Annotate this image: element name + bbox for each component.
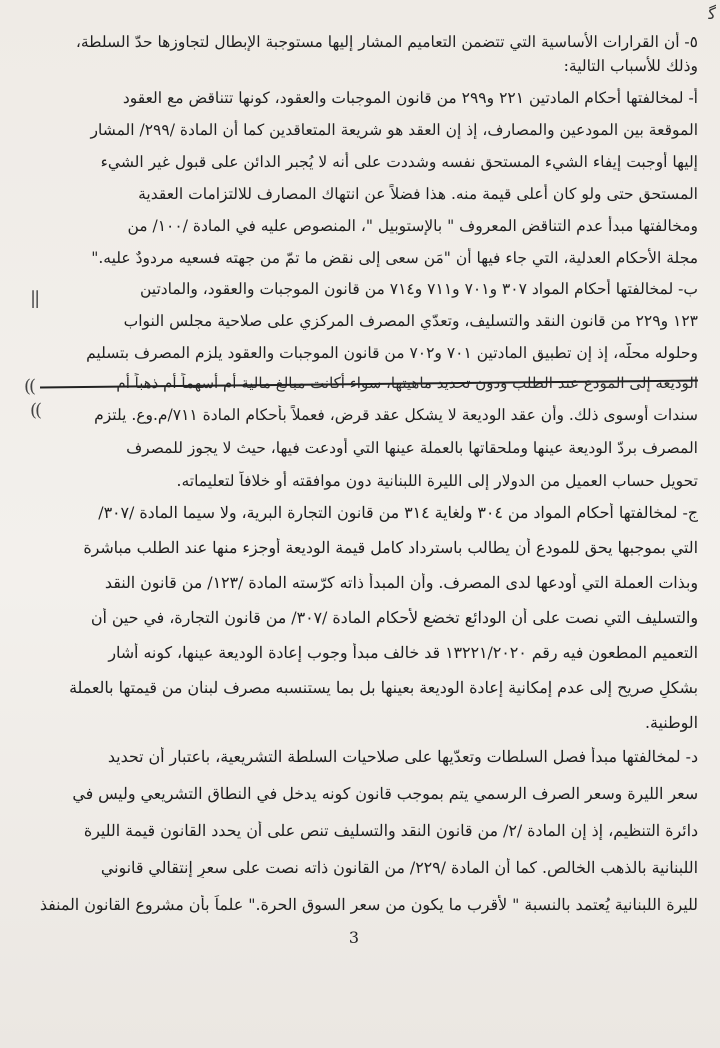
- text-line: الموقعة بين المودعين والمصارف، إذ إن العقد هو شريعة المتعاقدين كما أن المادة /٢٩٩/ المشار: [90, 121, 698, 139]
- text-line: ١٢٣ و٢٢٩ من قانون النقد والتسليف، وتعدّي المصرف المركزي على صلاحية مجلس النواب: [123, 312, 698, 330]
- text-line: وحلوله محلّه، إذ إن تطبيق المادتين ٧٠١ و٧٠٢ من قانون الموجبات والعقود يلزم المصرف بتسليم: [86, 344, 698, 362]
- text-line: بشكلٍ صريح إلى عدم إمكانية إعادة الوديعة بعينها بل بما يستنسبه مصرف لبنان من قيمتها بالعملة: [69, 678, 698, 697]
- text-line: لليرة اللبنانية يُعتمد بالنسبة " لأقرب ما يكون من سعر السوق الحرة." علماً بأن مشروع القانون المنفذ: [40, 895, 698, 914]
- text-line: ج- لمخالفتها أحكام المواد من ٣٠٤ ولغاية ٣١٤ من قانون التجارة البرية، ولا سيما المادة /٣٠٧/: [98, 503, 698, 522]
- document-body: [40, 32, 698, 915]
- text-line: المصرف بردّ الوديعة عينها وملحقاتها بالعملة عينها التي أودعت فيها، حيث لا يجوز للمصرف: [126, 439, 698, 457]
- text-line: وذلك للأسباب التالية:: [563, 57, 698, 75]
- corner-handwritten-mark: ﮔ: [708, 4, 716, 23]
- margin-mark: ((: [24, 376, 35, 397]
- text-line: ب- لمخالفتها أحكام المواد ٣٠٧ و٧٠١ و٧١١ و٧١٤ من قانون الموجبات والعقود، والمادتين: [139, 280, 698, 298]
- margin-mark: ||: [30, 288, 39, 309]
- struck-through-line: الوديعة إلى المودع عند الطلب ودون تحديد ماهيتها، سواء أكانت مبالغ مالية أم أسهماً أم ذهباً أم: [40, 373, 698, 393]
- text-line: ٥- أن القرارات الأساسية التي تتضمن التعاميم المشار إليها مستوجبة الإبطال لتجاوزها حدّ السلطة،: [75, 33, 698, 51]
- text-line: التعميم المطعون فيه رقم ١٣٢٢١/٢٠٢٠ قد خالف مبدأ وجوب إعادة الوديعة عينها، كونه أشار: [108, 643, 698, 662]
- text-line: مجلة الأحكام العدلية، التي جاء فيها أن "مَن سعى إلى نقض ما تمّ من جهته فسعيه مردودٌ عليه.": [91, 249, 698, 267]
- text-line: د- لمخالفتها مبدأ فصل السلطات وتعدّيها على صلاحيات السلطة التشريعية، باعتبار أن تحديد: [107, 747, 698, 766]
- text-line: دائرة التنظيم، إذ إن المادة /٢/ من قانون النقد والتسليف تنص على أن يحدد القانون قيمة الليرة: [83, 821, 698, 840]
- text-line: المستحق حتى ولو كان أعلى قيمة منه. هذا فضلاً عن انتهاك المصارف للالتزامات العقدية: [138, 185, 698, 203]
- margin-mark: ((: [30, 400, 41, 421]
- text-line: تحويل حساب العميل من الدولار إلى الليرة اللبنانية دون موافقته أو خلافاً لتعليماته.: [176, 472, 698, 490]
- text-line: أ- لمخالفتها أحكام المادتين ٢٢١ و٢٩٩ من قانون الموجبات والعقود، كونها تتناقض مع العقود: [122, 89, 698, 107]
- text-line: التي بموجبها يحق للمودع أن يطالب باسترداد كامل قيمة الوديعة أوجزء منها عند الطلب مباشرة: [83, 538, 698, 557]
- text-line: والتسليف التي نصت على أن الودائع تخضع لأحكام المادة /٣٠٧/ من قانون التجارة، في حين أن: [90, 608, 698, 627]
- text-line: إليها أوجبت إيفاء الشيء المستحق نفسه وشددت على أنه لا يُجبر الدائن على قبول غير الشيء: [100, 153, 698, 171]
- text-line: الوطنية.: [645, 713, 698, 732]
- text-line: ومخالفتها مبدأ عدم التناقض المعروف " بالإستوبيل "، المنصوص عليه في المادة /١٠٠/ من: [127, 217, 698, 235]
- text-line: سعر الليرة وسعر الصرف الرسمي يتم بموجب قانون كونه يدخل في النطاق التشريعي وليس في: [72, 784, 698, 803]
- page-number: 3: [348, 928, 360, 947]
- text-line: سندات أوسوى ذلك. وأن عقد الوديعة لا يشكل عقد قرض، فعملاً بأحكام المادة ٧١١/م.وع. يلتزم: [94, 406, 698, 424]
- text-line: اللبنانية بالذهب الخالص. كما أن المادة /٢٢٩/ من القانون ذاته نصت على سعرٍ إنتقالي قانوني: [100, 858, 698, 877]
- text-line: وبذات العملة التي أودعها لدى المصرف. وأن المبدأ ذاته كرّسته المادة /١٢٣/ من قانون النقد: [104, 573, 698, 592]
